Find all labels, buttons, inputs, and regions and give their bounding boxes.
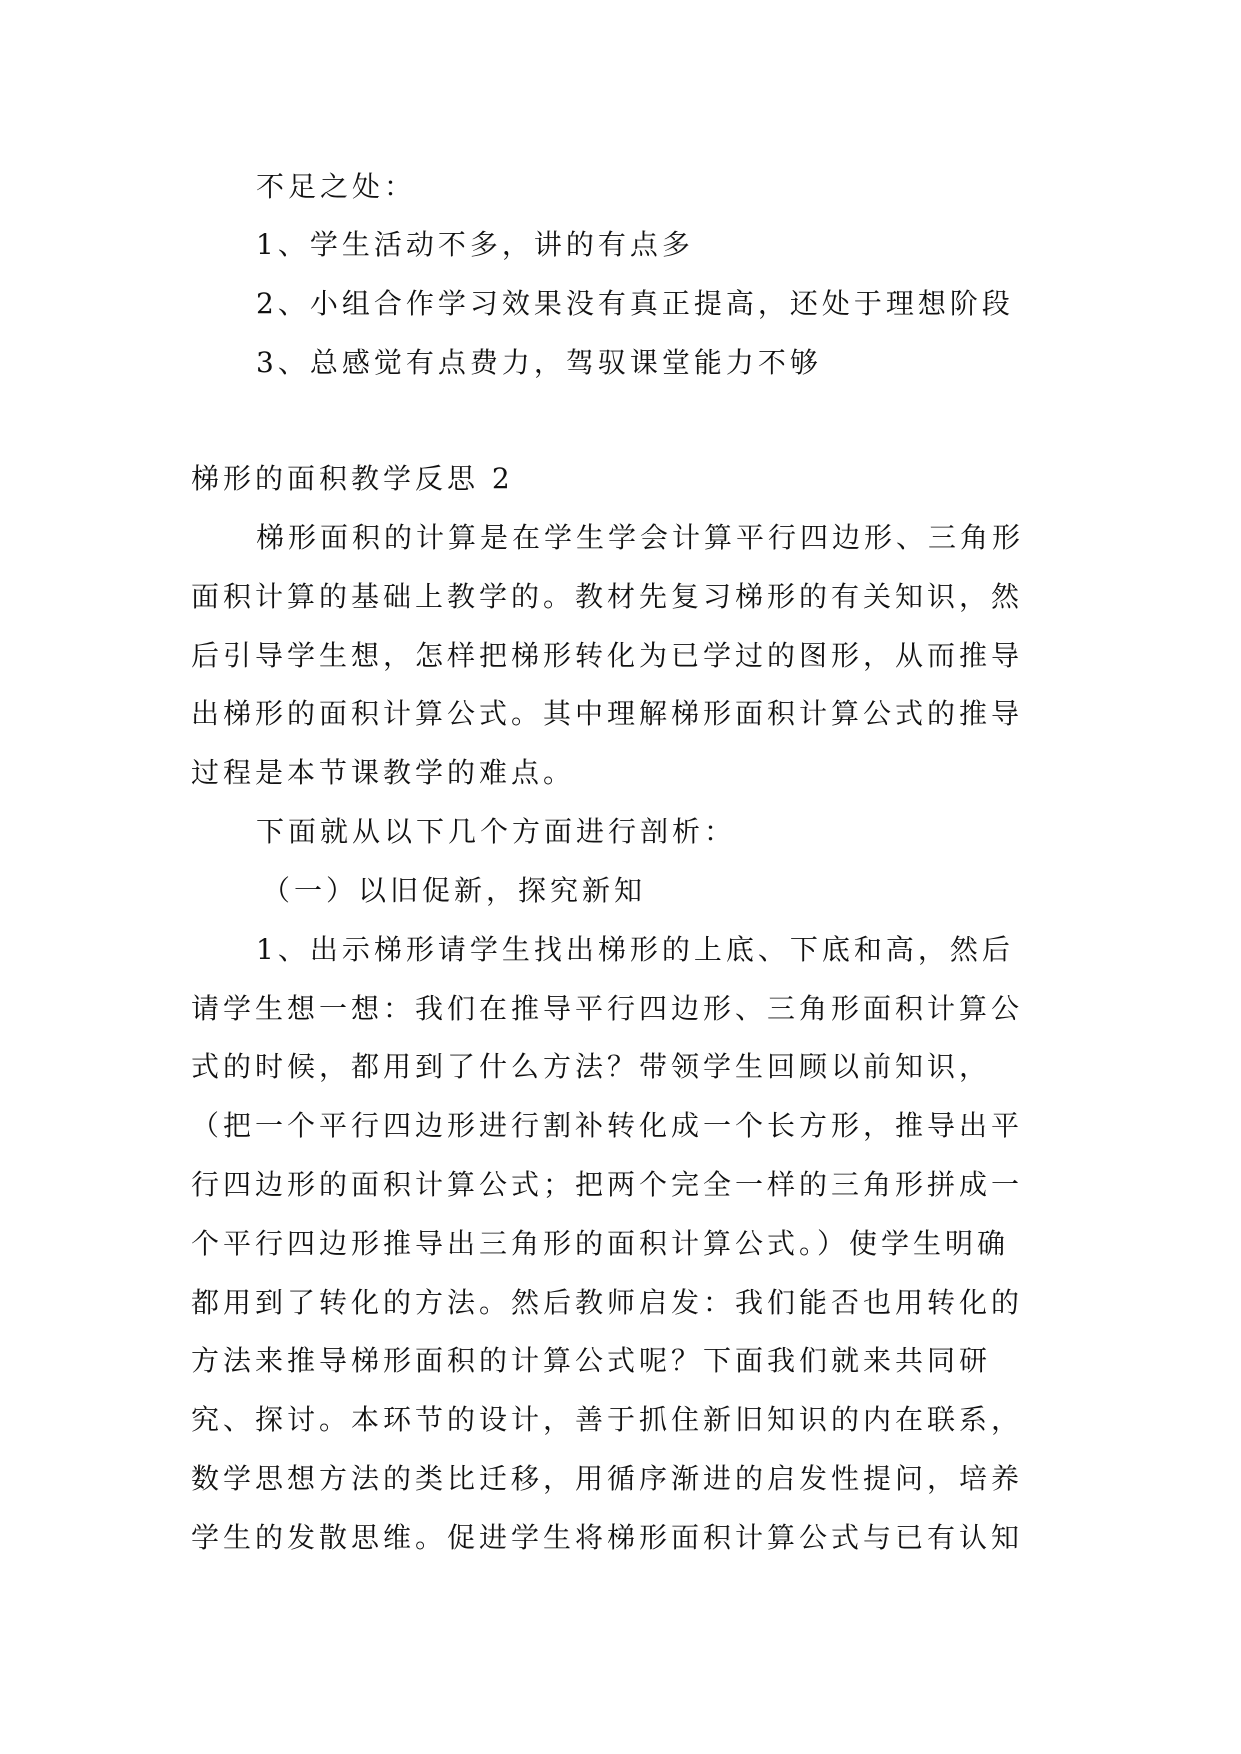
paragraph-1-line-4: 出梯形的面积计算公式。其中理解梯形面积计算公式的推导 [191, 697, 1024, 730]
paragraph-3-line-7: 都用到了转化的方法。然后教师启发：我们能否也用转化的 [191, 1286, 1024, 1319]
shortcoming-item-2: 2、小组合作学习效果没有真正提高，还处于理想阶段 [256, 287, 1014, 320]
paragraph-3-line-9: 究、探讨。本环节的设计，善于抓住新旧知识的内在联系， [191, 1403, 1024, 1436]
section-title: 梯形的面积教学反思 2 [191, 462, 514, 495]
paragraph-3-line-10: 数学思想方法的类比迁移，用循序渐进的启发性提问，培养 [191, 1462, 1024, 1495]
paragraph-1-line-3: 后引导学生想，怎样把梯形转化为已学过的图形，从而推导 [191, 639, 1024, 672]
paragraph-3-line-3: 式的时候，都用到了什么方法？带领学生回顾以前知识， [191, 1050, 992, 1083]
paragraph-1-line-1: 梯形面积的计算是在学生学会计算平行四边形、三角形 [256, 521, 1025, 554]
shortcomings-heading: 不足之处： [256, 170, 417, 203]
paragraph-1-line-2: 面积计算的基础上教学的。教材先复习梯形的有关知识，然 [191, 580, 1024, 613]
paragraph-3-line-1: 1、出示梯形请学生找出梯形的上底、下底和高，然后 [256, 933, 1014, 966]
paragraph-2: 下面就从以下几个方面进行剖析： [256, 815, 737, 848]
paragraph-3-line-4: （把一个平行四边形进行割补转化成一个长方形，推导出平 [191, 1109, 1024, 1142]
paragraph-1-line-5: 过程是本节课教学的难点。 [191, 756, 576, 789]
shortcoming-item-1: 1、学生活动不多，讲的有点多 [256, 228, 694, 261]
paragraph-3-line-8: 方法来推导梯形面积的计算公式呢？下面我们就来共同研 [191, 1344, 992, 1377]
paragraph-3-line-11: 学生的发散思维。促进学生将梯形面积计算公式与已有认知 [191, 1521, 1024, 1554]
paragraph-3-line-2: 请学生想一想：我们在推导平行四边形、三角形面积计算公 [191, 992, 1024, 1025]
shortcoming-item-3: 3、总感觉有点费力，驾驭课堂能力不够 [256, 346, 822, 379]
paragraph-3-line-5: 行四边形的面积计算公式；把两个完全一样的三角形拼成一 [191, 1168, 1024, 1201]
paragraph-3-line-6: 个平行四边形推导出三角形的面积计算公式。）使学生明确 [191, 1227, 1010, 1260]
subheading: （一）以旧促新，探究新知 [262, 874, 647, 907]
